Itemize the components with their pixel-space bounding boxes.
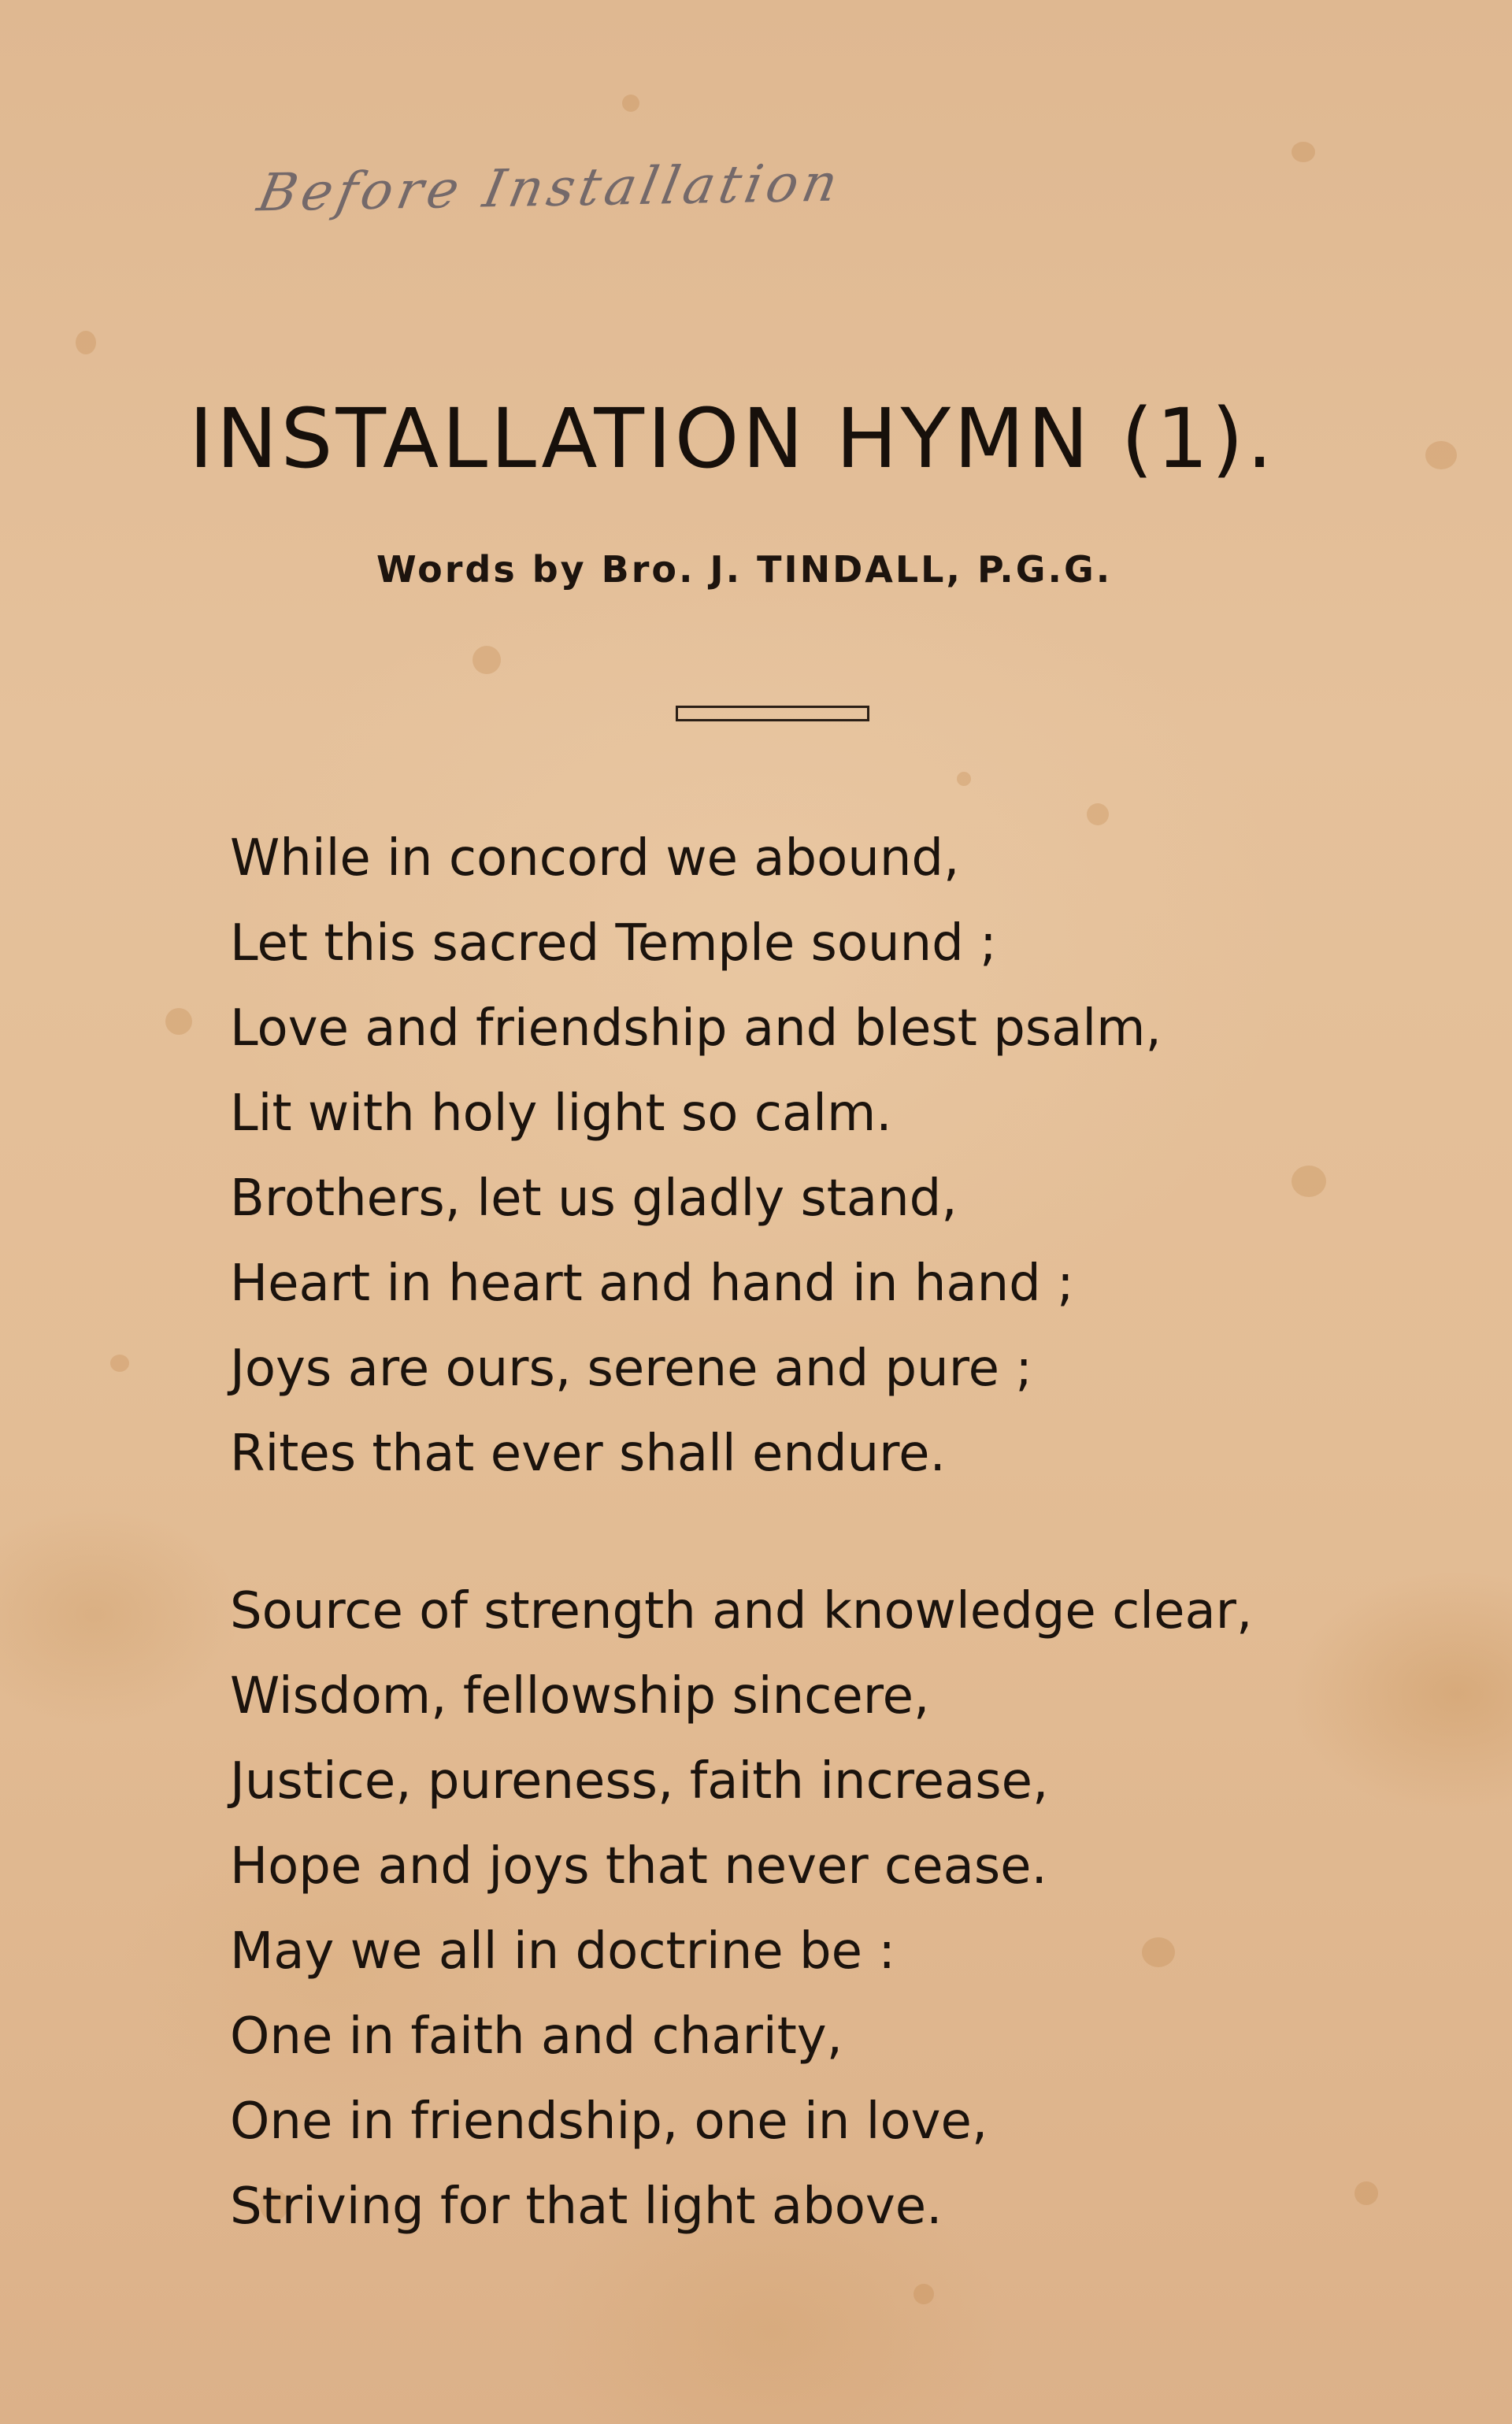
ornamental-divider [676, 706, 869, 721]
verse-line: Source of strength and knowledge clear, [230, 1582, 1253, 1640]
verse-line: Love and friendship and blest psalm, [230, 999, 1162, 1058]
verse-line: Let this sacred Temple sound ; [230, 914, 997, 973]
verse-line: Brothers, let us gladly stand, [230, 1169, 958, 1228]
verse-line: Striving for that light above. [230, 2178, 943, 2236]
handwritten-note: Before Installation [253, 152, 847, 224]
verse-line: One in friendship, one in love, [230, 2092, 988, 2151]
verse-line: Hope and joys that never cease. [230, 1837, 1047, 1896]
verse-line: Wisdom, fellowship sincere, [230, 1667, 930, 1725]
verse-line: Lit with holy light so calm. [230, 1084, 892, 1143]
verse-line: One in faith and charity, [230, 2007, 843, 2066]
hymn-author-credit: Words by Bro. J. TINDALL, P.G.G. [376, 548, 1113, 591]
stanza-2 [230, 1569, 1252, 2249]
verse-line: Justice, pureness, faith increase, [230, 1752, 1049, 1811]
verse-line: May we all in doctrine be : [230, 1922, 895, 1981]
stanza-1 [230, 816, 1162, 1496]
verse-line: Joys are ours, serene and pure ; [230, 1340, 1032, 1398]
hymn-title: INSTALLATION HYMN (1). [189, 391, 1277, 487]
verse-line: Heart in heart and hand in hand ; [230, 1255, 1074, 1313]
verse-line: Rites that ever shall endure. [230, 1425, 946, 1483]
verse-line: While in concord we abound, [230, 829, 960, 888]
